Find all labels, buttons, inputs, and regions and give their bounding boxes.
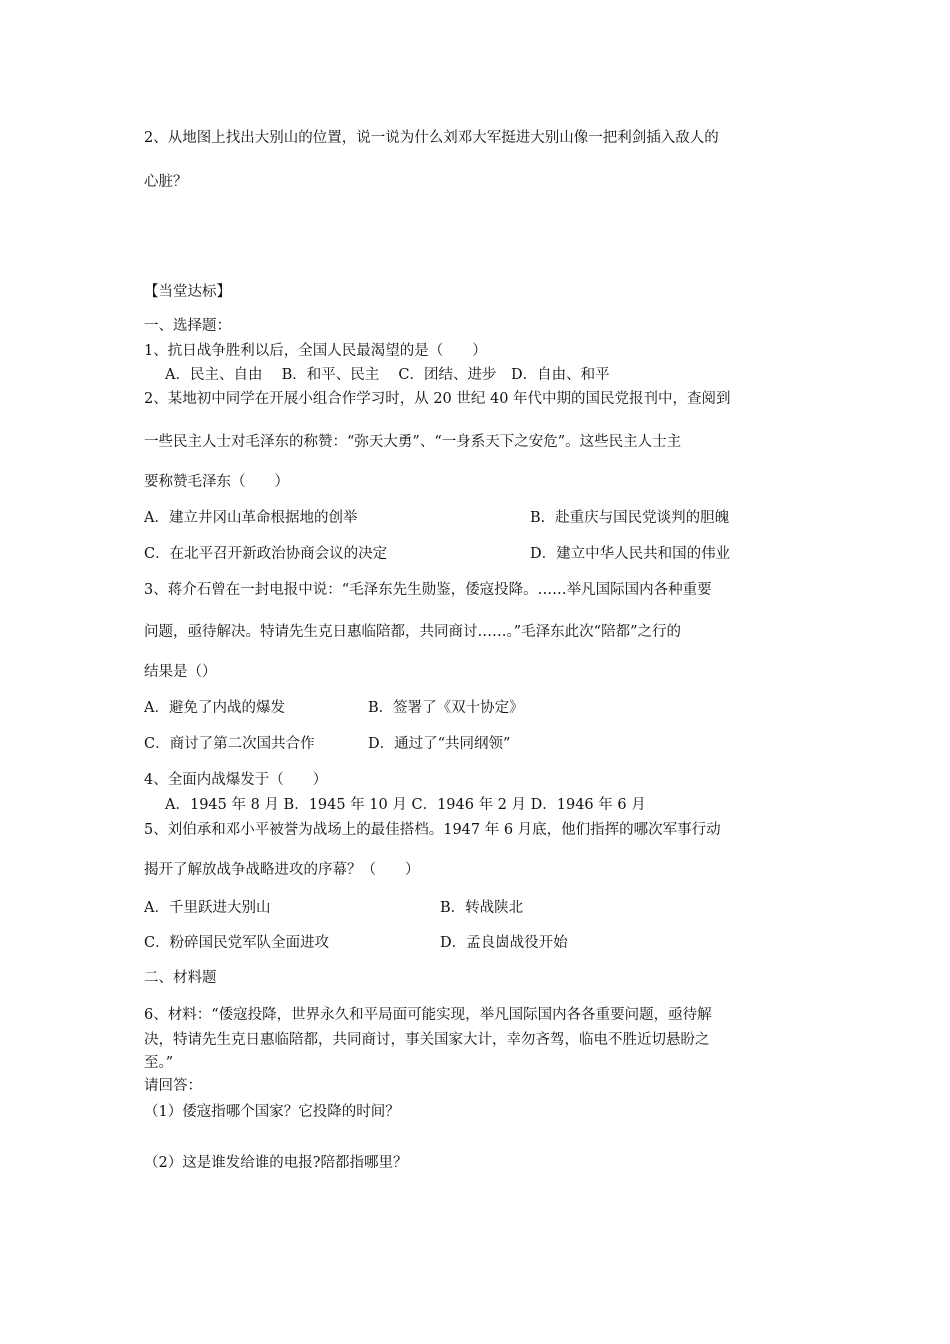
q5-option-d: D．孟良崮战役开始: [440, 935, 568, 951]
q6-material-line1: 6、材料：“倭寇投降，世界永久和平局面可能实现，举凡国际国内各各重要问题，亟待解: [144, 1007, 712, 1023]
q6-sub-question-1: （1）倭寇指哪个国家？它投降的时间？: [144, 1104, 400, 1120]
q2-option-d: D．建立中华人民共和国的伟业: [530, 546, 731, 562]
section-title: 【当堂达标】: [144, 284, 231, 300]
q3-option-c: C．商讨了第二次国共合作: [144, 736, 315, 752]
q4-options: A．1945 年 8 月 B．1945 年 10 月 C．1946 年 2 月 D．1946 年 6 月: [165, 797, 646, 813]
prev-question-line1: 2、从地图上找出大别山的位置，说一说为什么刘邓大军挺进大别山像一把利剑插入敌人的: [144, 130, 719, 146]
q3-stem-line3: 结果是（）: [144, 664, 217, 680]
q1-stem: 1、抗日战争胜利以后，全国人民最渴望的是（ ）: [144, 343, 487, 359]
q2-option-c: C．在北平召开新政治协商会议的决定: [144, 546, 388, 562]
q3-stem-line1: 3、蒋介石曾在一封电报中说：“毛泽东先生勋鉴，倭寇投降。……举凡国际国内各种重要: [144, 582, 712, 598]
q2-stem-line2: 一些民主人士对毛泽东的称赞：“弥天大勇”、“一身系天下之安危”。这些民主人士主: [144, 434, 682, 450]
q6-material-line3: 至。”: [144, 1055, 174, 1071]
q6-material-line2: 决，特请先生克日惠临陪都，共同商讨，事关国家大计，幸勿吝驾，临电不胜近切悬盼之: [144, 1032, 710, 1048]
q5-stem-line1: 5、刘伯承和邓小平被誉为战场上的最佳搭档。1947 年 6 月底，他们指挥的哪次军事行动: [144, 822, 721, 838]
q1-options: A．民主、自由 B．和平、民主 C．团结、进步 D．自由、和平: [165, 367, 610, 383]
q5-option-b: B．转战陕北: [440, 900, 524, 916]
q6-prompt: 请回答：: [144, 1078, 202, 1094]
q2-option-a: A．建立井冈山革命根据地的创举: [144, 510, 358, 526]
q5-option-c: C．粉碎国民党军队全面进攻: [144, 935, 330, 951]
q2-stem-line1: 2、某地初中同学在开展小组合作学习时，从 20 世纪 40 年代中期的国民党报刊中，查阅到: [144, 391, 731, 407]
q3-option-d: D．通过了“共同纲领”: [368, 736, 511, 752]
q5-option-a: A．千里跃进大别山: [144, 900, 271, 916]
q3-option-a: A．避免了内战的爆发: [144, 700, 285, 716]
part1-heading: 一、选择题：: [144, 318, 231, 334]
q2-option-b: B．赴重庆与国民党谈判的胆魄: [530, 510, 730, 526]
q5-stem-line2: 揭开了解放战争战略进攻的序幕？（ ）: [144, 862, 420, 878]
q3-option-b: B．签署了《双十协定》: [368, 700, 524, 716]
q3-stem-line2: 问题，亟待解决。特请先生克日惠临陪都，共同商讨……。”毛泽东此次“陪都”之行的: [144, 624, 681, 640]
q4-stem: 4、全面内战爆发于（ ）: [144, 772, 328, 788]
prev-question-line2: 心脏？: [144, 174, 188, 190]
part2-heading: 二、材料题: [144, 970, 217, 986]
q6-sub-question-2: （2）这是谁发给谁的电报?陪都指哪里？: [144, 1155, 408, 1171]
q2-stem-line3: 要称赞毛泽东（ ）: [144, 474, 289, 490]
